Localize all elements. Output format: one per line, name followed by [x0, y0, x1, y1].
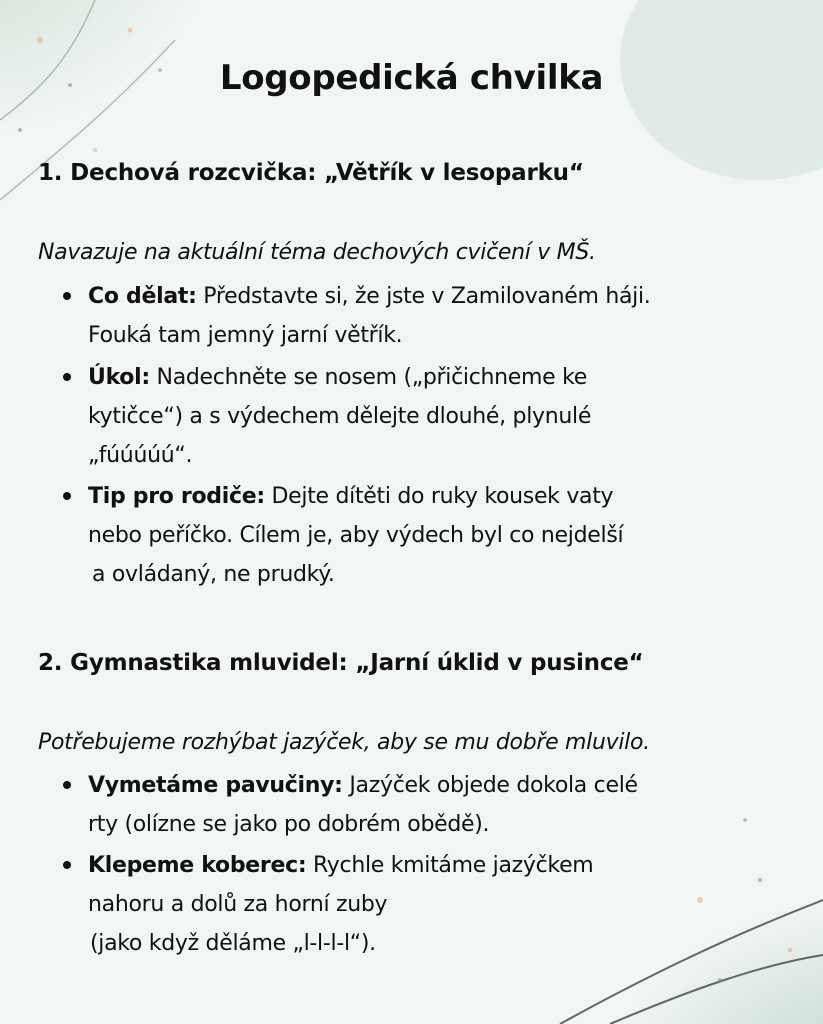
list-item-label: Tip pro rodiče: — [88, 484, 265, 509]
list-item-text: Jazýček objede dokola celé — [342, 773, 638, 798]
list-item-label: Co dělat: — [88, 284, 197, 309]
list-item-label: Klepeme koberec: — [88, 853, 307, 878]
section-2-heading: 2. Gymnastika mluvidel: „Jarní úklid v pusince“ — [38, 650, 644, 676]
list-item-line — [88, 846, 788, 885]
list-item-text: (jako když děláme „l-l-l-l“). — [90, 931, 376, 956]
list-item-line — [88, 358, 788, 397]
section-2-intro: Potřebujeme rozhýbat jazýček, aby se mu dobře mluvilo. — [38, 730, 650, 755]
list-item — [88, 846, 788, 963]
list-item — [88, 358, 788, 475]
list-item-line — [88, 277, 788, 316]
list-item-line — [88, 766, 788, 805]
list-item-text: „fúúúúú“. — [88, 443, 193, 468]
list-item-text: rty (olízne se jako po dobrém obědě). — [88, 812, 490, 837]
list-item — [88, 477, 788, 594]
list-item-text: Nadechněte se nosem („přičichneme ke — [149, 365, 587, 390]
list-item-text: Dejte dítěti do ruky kousek vaty — [264, 484, 614, 509]
section-1-intro: Navazuje na aktuální téma dechových cvičení v MŠ. — [38, 240, 596, 265]
list-item-text: Rychle kmitáme jazýčkem — [306, 853, 594, 878]
list-item-label: Úkol: — [88, 365, 150, 390]
list-item-text: Fouká tam jemný jarní větřík. — [88, 323, 403, 348]
list-item-text: kytičce“) a s výdechem dělejte dlouhé, plynulé — [88, 404, 592, 429]
list-item-text: nahoru a dolů za horní zuby — [88, 892, 388, 917]
section-1-heading: 1. Dechová rozcvička: „Větřík v lesoparku“ — [38, 160, 584, 186]
page-title: Logopedická chvilka — [219, 58, 604, 98]
list-item — [88, 766, 788, 844]
list-item-line — [88, 477, 788, 516]
list-item-label: Vymetáme pavučiny: — [88, 773, 343, 798]
list-item-text: nebo peříčko. Cílem je, aby výdech byl co nejdelší — [88, 523, 624, 548]
list-item — [88, 277, 788, 355]
list-item-text: a ovládaný, ne prudký. — [92, 562, 335, 587]
list-item-text: Představte si, že jste v Zamilovaném háji. — [196, 284, 651, 309]
